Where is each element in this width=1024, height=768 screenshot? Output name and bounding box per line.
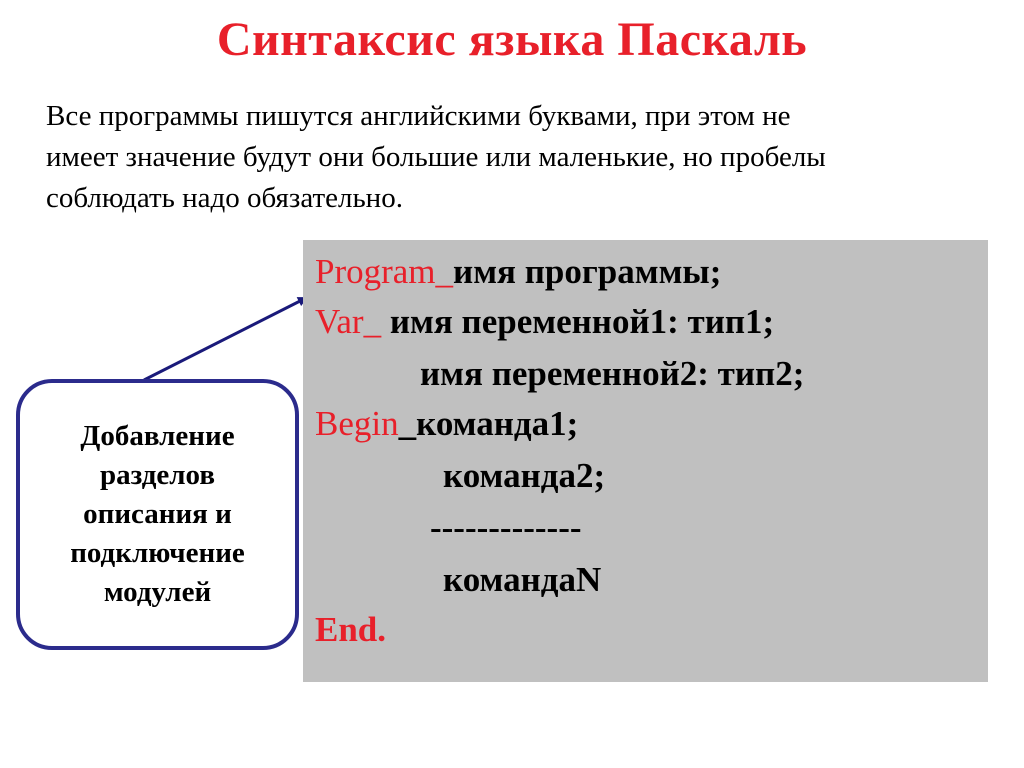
keyword-end: End.: [315, 610, 387, 649]
callout-box: [16, 379, 299, 650]
code-line-var2: [420, 354, 804, 394]
callout-line: Добавление: [80, 420, 235, 452]
callout-line: описания и: [83, 498, 232, 530]
intro-line: Все программы пишутся английскими буквами, при этом не: [46, 100, 791, 132]
intro-line: имеет значение будут они большие или маленькие, но пробелы: [46, 141, 826, 173]
callout-line: подключение: [70, 537, 245, 569]
callout-line: разделов: [99, 459, 215, 491]
keyword-begin: Begin: [315, 404, 399, 443]
code-line-begin: [315, 404, 578, 444]
keyword-program: Program_: [315, 252, 454, 291]
code-line-cmd2: [443, 456, 605, 496]
intro-line: соблюдать надо обязательно.: [46, 182, 403, 214]
code-line-ellipsis: [430, 508, 582, 548]
code-text: имя переменной2: тип2;: [420, 354, 805, 393]
code-text: имя переменной1: тип1;: [381, 302, 775, 341]
code-line-program: [315, 252, 721, 292]
code-text: _команда1;: [398, 404, 579, 443]
code-text: команда2;: [443, 456, 606, 495]
callout-text: [70, 417, 245, 612]
code-line-cmdn: [443, 560, 601, 600]
callout-line: модулей: [103, 576, 212, 608]
code-line-end: [315, 610, 386, 650]
slide-title: Синтаксис языка Паскаль: [216, 13, 808, 66]
code-text: -------------: [430, 508, 582, 547]
code-block: [303, 240, 988, 682]
code-text: командаN: [443, 560, 602, 599]
code-text: имя программы;: [453, 252, 722, 291]
code-line-var: [315, 302, 774, 342]
keyword-var: Var_: [315, 302, 382, 341]
